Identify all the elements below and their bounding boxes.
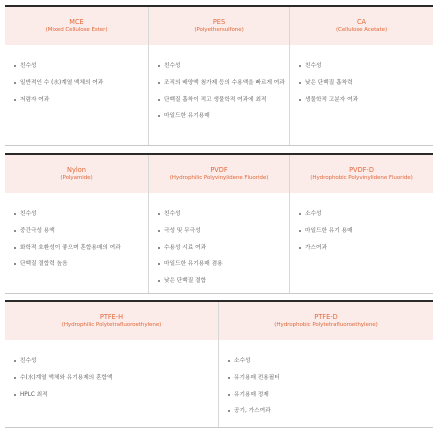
membrane-fullname: (Polyethersulfone) [194,26,244,33]
feature-item: 단백질 결합력 높음 [13,260,144,269]
membrane-body-row [5,45,433,145]
membrane-fullname: (Mixed Cellulose Ester) [45,26,108,33]
membrane-table-row-2 [5,153,433,294]
membrane-fullname: (Polyamide) [60,174,93,181]
feature-item: 유기용매 정제 [227,391,429,400]
membrane-table-row-3 [5,300,433,428]
membrane-features-ptfe-d [218,340,433,427]
membrane-header-ca [289,7,433,45]
feature-item: 마일드한 유기용매 [157,112,285,121]
feature-item: 공기, 가스여과 [227,407,429,416]
membrane-name: PTFE-D [314,312,338,321]
feature-item: 화학적 호환성이 좋으며 혼합용매의 여과 [13,244,144,253]
feature-item: 소수성 [298,210,429,219]
membrane-features-nylon [5,193,148,293]
membrane-name: MCE [69,17,84,26]
section-bottom-rule [5,145,433,146]
membrane-fullname: (Cellulose Acetate) [335,26,388,33]
membrane-features-pvdf [148,193,289,293]
membrane-header-row [5,302,433,340]
membrane-header-nylon [5,155,148,193]
feature-item: 친수성 [13,357,214,366]
membrane-name: PVDF-D [349,165,374,174]
membrane-name: Nylon [67,165,86,174]
membrane-name: PVDF [210,165,228,174]
membrane-header-ptfe-d [218,302,433,340]
feature-item: 낮은 단백질 결합 [157,277,285,286]
membrane-header-mce [5,7,148,45]
membrane-fullname: (Hydrophobic Polytetrafluoroethylene) [274,321,378,328]
membrane-header-pes [148,7,289,45]
feature-item: 마일드한 유기용매 겸용 [157,260,285,269]
membrane-fullname: (Hydrophilic Polytetrafluoroethylene) [61,321,162,328]
feature-item: 극성 및 무극성 [157,227,285,236]
feature-item: 가스여과 [298,244,429,253]
feature-item: 중간극성 용액 [13,227,144,236]
membrane-table-row-1 [5,5,433,146]
membrane-body-row [5,193,433,293]
feature-item: 친수성 [13,210,144,219]
feature-item: 단백질 흡착이 적고 생물학적 여과에 최적 [157,96,285,105]
membrane-fullname: (Hydrophobic Polyvinylidene Fluoride) [310,174,413,181]
membrane-fullname: (Hydrophilic Polyvinylidene Fluoride) [169,174,269,181]
membrane-features-ptfe-h [5,340,218,427]
feature-item: 저렴자 여과 [13,96,144,105]
membrane-features-pvdf-d [289,193,433,293]
feature-item: 수(水)계열 액체와 유기용제의 혼합액 [13,374,214,383]
membrane-name: PTFE-H [99,312,124,321]
membrane-features-ca [289,45,433,145]
feature-item: 일반적인 수 (水)계열 액체의 여과 [13,79,144,88]
feature-item: 낮은 단백질 흡착력 [298,79,429,88]
feature-item: HPLC 최적 [13,391,214,400]
membrane-features-pes [148,45,289,145]
feature-item: 친수성 [157,210,285,219]
membrane-header-pvdf-d [289,155,433,193]
membrane-header-pvdf [148,155,289,193]
feature-item: 조직의 배양액 첨가제 등의 수용액을 빠르게 여과 [157,79,285,88]
feature-item: 소수성 [227,357,429,366]
membrane-body-row [5,340,433,427]
membrane-features-mce [5,45,148,145]
membrane-name: CA [356,17,367,26]
section-bottom-rule [5,427,433,428]
membrane-header-row [5,155,433,193]
feature-item: 수용성 시료 여과 [157,244,285,253]
feature-item: 유기용매 전용필터 [227,374,429,383]
feature-item: 생물학적 고분자 여과 [298,96,429,105]
membrane-name: PES [212,17,226,26]
feature-item: 마일드한 유기 용매 [298,227,429,236]
membrane-header-ptfe-h [5,302,218,340]
feature-item: 친수성 [13,62,144,71]
feature-item: 친수성 [298,62,429,71]
feature-item: 친수성 [157,62,285,71]
membrane-header-row [5,7,433,45]
section-bottom-rule [5,293,433,294]
